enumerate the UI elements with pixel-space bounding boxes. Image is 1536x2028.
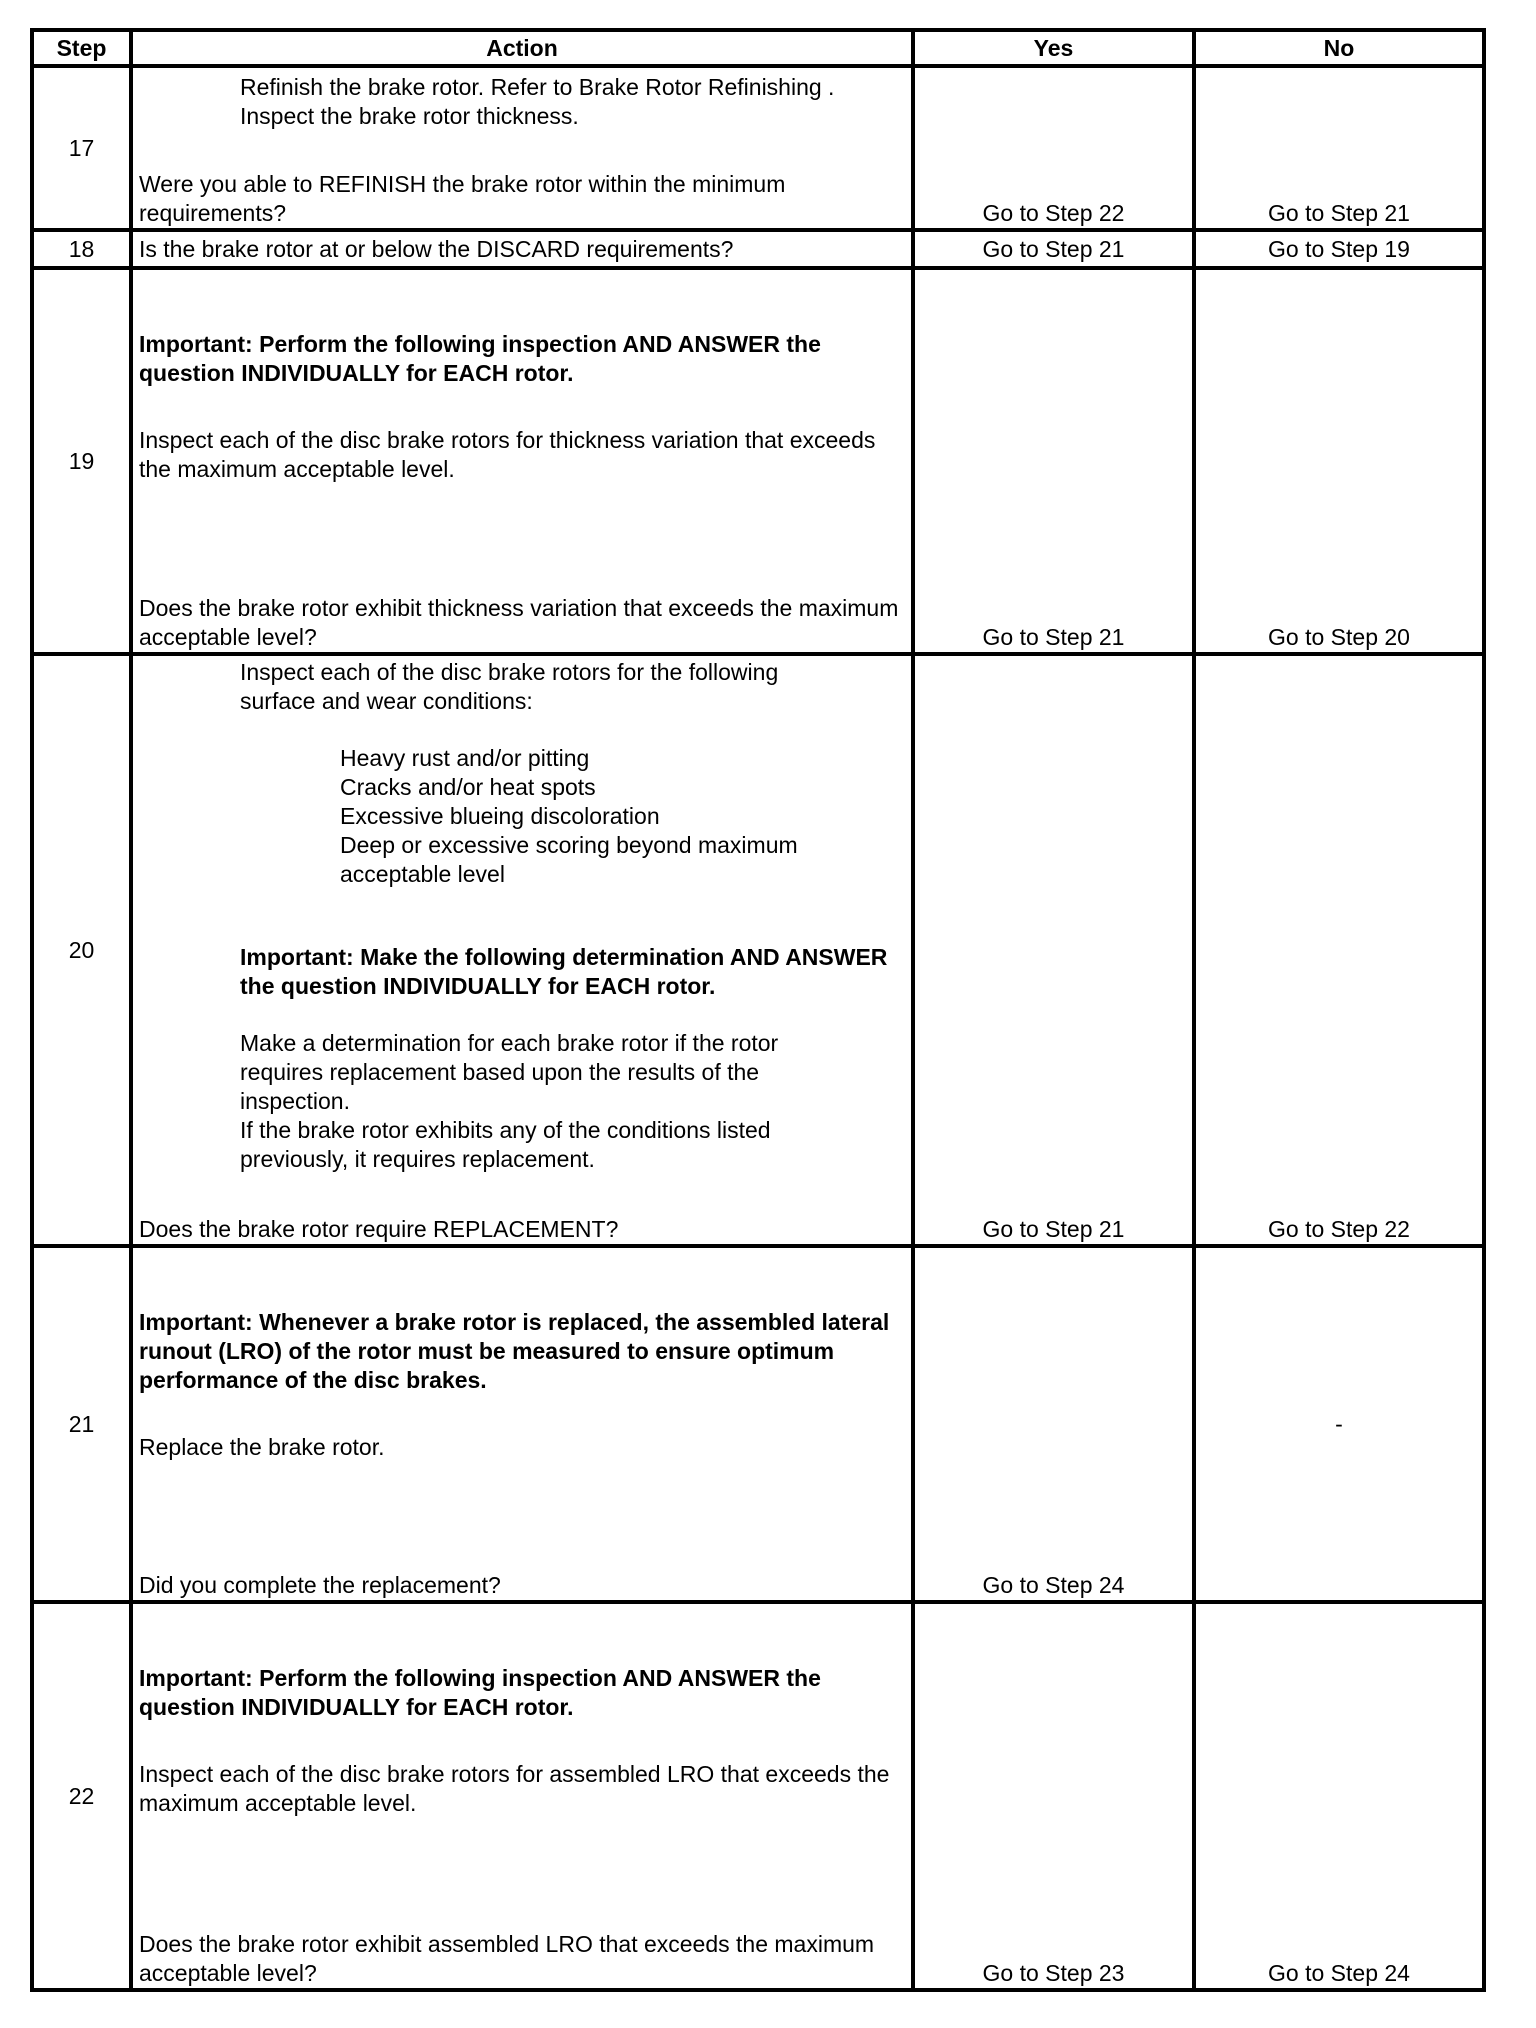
- action-cell: [131, 268, 913, 654]
- no-answer: -: [1194, 1246, 1484, 1602]
- action-body: Replace the brake rotor.: [139, 1434, 385, 1460]
- action-body: If the brake rotor exhibits any of the conditions listed previously, it requires replacement.: [240, 1117, 771, 1172]
- action-cell: [131, 1602, 913, 1990]
- action-intro: Inspect each of the disc brake rotors for the following surface and wear conditions:: [240, 659, 779, 714]
- conditions-list: [139, 744, 905, 889]
- list-item: Excessive blueing discoloration: [340, 803, 660, 829]
- step-number: 18: [32, 230, 131, 268]
- important-note: Important: Perform the following inspection AND ANSWER the question INDIVIDUALLY for EACH rotor.: [139, 331, 821, 386]
- step-number: 22: [32, 1602, 131, 1990]
- table-row-step-17: [32, 66, 1484, 230]
- step-number: 17: [32, 66, 131, 230]
- yes-answer: Go to Step 21: [913, 268, 1194, 654]
- action-question: Were you able to REFINISH the brake rotor within the minimum requirements?: [139, 171, 786, 226]
- list-item: Deep or excessive scoring beyond maximum acceptable level: [340, 832, 798, 887]
- table-row-step-21: [32, 1246, 1484, 1602]
- table-row-step-22: [32, 1602, 1484, 1990]
- yes-answer: Go to Step 22: [913, 66, 1194, 230]
- no-answer: Go to Step 22: [1194, 654, 1484, 1246]
- action-line: Refinish the brake rotor. Refer to Brake Rotor Refinishing .: [240, 74, 835, 100]
- important-note: Important: Perform the following inspection AND ANSWER the question INDIVIDUALLY for EACH rotor.: [139, 1665, 821, 1720]
- action-body: Inspect each of the disc brake rotors for thickness variation that exceeds the maximum acceptable level.: [139, 427, 876, 482]
- action-cell: [131, 230, 913, 268]
- important-note: Important: Whenever a brake rotor is replaced, the assembled lateral runout (LRO) of the rotor must be measured to ensure optimum performance of the disc brakes.: [139, 1309, 890, 1393]
- header-row: [32, 30, 1484, 66]
- header-step: Step: [32, 30, 131, 66]
- action-body: Make a determination for each brake rotor if the rotor requires replacement based upon the results of the inspection.: [240, 1030, 779, 1114]
- step-number: 19: [32, 268, 131, 654]
- action-cell: [131, 66, 913, 230]
- table-row-step-20: [32, 654, 1484, 1246]
- diagnostic-table: [30, 28, 1486, 1992]
- action-question: Did you complete the replacement?: [139, 1572, 501, 1598]
- step-number: 20: [32, 654, 131, 1246]
- yes-answer: Go to Step 24: [913, 1246, 1194, 1602]
- action-question: Does the brake rotor exhibit thickness variation that exceeds the maximum acceptable level?: [139, 595, 899, 650]
- no-answer: Go to Step 19: [1194, 230, 1484, 268]
- action-cell: [131, 654, 913, 1246]
- no-answer: Go to Step 24: [1194, 1602, 1484, 1990]
- list-item: Heavy rust and/or pitting: [340, 745, 590, 771]
- yes-answer: Go to Step 23: [913, 1602, 1194, 1990]
- table-row-step-19: [32, 268, 1484, 654]
- step-number: 21: [32, 1246, 131, 1602]
- action-line: Inspect the brake rotor thickness.: [240, 103, 579, 129]
- list-item: Cracks and/or heat spots: [340, 774, 596, 800]
- header-yes: Yes: [913, 30, 1194, 66]
- action-body: Inspect each of the disc brake rotors for assembled LRO that exceeds the maximum acceptable level.: [139, 1761, 890, 1816]
- header-action: Action: [131, 30, 913, 66]
- action-cell: [131, 1246, 913, 1602]
- action-question: Does the brake rotor exhibit assembled LRO that exceeds the maximum acceptable level?: [139, 1931, 875, 1986]
- table-row-step-18: [32, 230, 1484, 268]
- action-question: Is the brake rotor at or below the DISCARD requirements?: [139, 235, 734, 262]
- yes-answer: Go to Step 21: [913, 230, 1194, 268]
- action-question: Does the brake rotor require REPLACEMENT?: [139, 1216, 619, 1242]
- important-note: Important: Make the following determination AND ANSWER the question INDIVIDUALLY for EACH rotor.: [240, 944, 888, 999]
- yes-answer: Go to Step 21: [913, 654, 1194, 1246]
- no-answer: Go to Step 20: [1194, 268, 1484, 654]
- header-no: No: [1194, 30, 1484, 66]
- no-answer: Go to Step 21: [1194, 66, 1484, 230]
